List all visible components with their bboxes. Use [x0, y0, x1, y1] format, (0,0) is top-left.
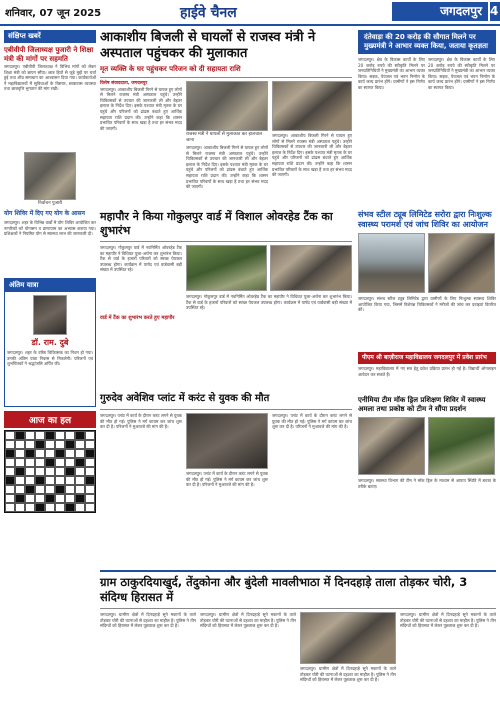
theft-photo	[300, 612, 396, 664]
obituary-text: जगदलपुर। शहर के वरिष्ठ चिकित्सक का निधन हो गया। उनकी अंतिम यात्रा निवास से निकलेगी। परिजनों एवं शुभचिंतकों ने श्रद्धांजलि अर्पित की।	[7, 350, 93, 367]
electrocution-headline: गुरुदेव अवेशिव प्लांट में करंट से युवक की मौत	[100, 393, 270, 404]
obituary-photo	[33, 295, 67, 335]
masthead	[0, 0, 500, 24]
electrocution-photo	[186, 413, 268, 469]
college-story	[358, 352, 496, 394]
city-label: जगदलपुर	[392, 2, 488, 21]
mockdrill-headline: एनीमिया टीम मॉक ड्रिल प्रशिक्षण शिविर में स्वास्थ्य अमला तथा प्रकोष्ठ को टीम ने सौंपा प्रदर्शन	[358, 396, 486, 413]
electrocution-text-col3: जगदलपुर। प्लांट में कार्य के दौरान करंट लगने से युवक की मौत हो गई। पुलिस ने मर्ग कायम कर जांच शुरू कर दी है। परिजनों ने मुआवजे की मांग की है।	[272, 413, 352, 430]
issue-date: शनिवार, 07 जून 2025	[5, 8, 102, 19]
puzzle-clues	[4, 516, 96, 578]
brief-photo-caption: निर्वाचन पुजारी	[37, 201, 63, 206]
electrocution-text-col2: जगदलपुर। प्लांट में कार्य के दौरान करंट लगने से युवक की मौत हो गई। पुलिस ने मर्ग कायम कर जांच शुरू कर दी है। परिजनों ने मुआवजे की मांग की है।	[186, 471, 268, 488]
lead-subhead: मृत व्यक्ति के घर पहुंचकर परिजन को दी सहायता राशि	[100, 65, 241, 73]
tank-rule	[100, 241, 352, 242]
mockdrill-story	[358, 396, 496, 526]
main-area	[100, 30, 496, 702]
brief-text: जगदलपुर। एबीवीपी जिलाध्यक्ष ने विभिन्न मांगों को लेकर शिक्षा मंत्री को ज्ञापन सौंपा। छात्र हितों से जुड़े मुद्दों पर चर्चा हुई तथा शीघ्र समाधान का आश्वासन दिया गया। कार्यकर्ताओं ने महाविद्यालयों में सुविधाओं के विस्तार, छात्रावास व्यवस्था तथा छात्रवृत्ति भुगतान की मांग रखी।	[4, 64, 96, 92]
tank-text-col1: जगदलपुर। गोकुलपुर वार्ड में नवनिर्मित ओवरहेड टैंक का महापौर ने विधिवत पूजा-अर्चना कर शुभारंभ किया। टैंक से वार्ड के हजारों परिवारों को स्वच्छ पेयजल उपलब्ध होगा। कार्यक्रम में पार्षद एवं वार्डवासी बड़ी संख्या में उपस्थित रहे।	[100, 245, 182, 273]
theft-story	[100, 570, 496, 706]
obituary-label: अंतिम यात्रा	[5, 279, 95, 292]
lead-text-col3: जगदलपुर। आकाशीय बिजली गिरने से घायल हुए लोगों से मिलने राजस्व मंत्री अस्पताल पहुंचे। उन्होंने चिकित्सकों से उपचार की जानकारी ली और बेहतर इलाज के निर्देश दिए। इसके पश्चात मंत्री मृतक के घर पहुंचे और परिजनों को ढांढस बंधाते हुए आर्थिक सहायता राशि प्रदान की। उन्होंने कहा कि शासन प्रभावित परिवारों के साथ खड़ा है तथा हर संभव मदद की जाएगी।	[272, 133, 352, 178]
brief-label: संक्षिप्त खबरें	[4, 30, 96, 43]
tank-photo-caption: वार्ड में टैंक का शुभारंभ करते हुए महापौर	[100, 315, 175, 321]
brief-headline: एबीवीपी जिलाध्यक्ष पुजारी ने शिक्षा मंत्री की मांगों पर सहमति	[4, 46, 94, 63]
tank-photo-2	[270, 245, 352, 291]
lead-byline: विशेष संवाददाता, जगदलपुर	[100, 81, 148, 86]
health-camp-story	[358, 210, 496, 332]
health-camp-photo-1	[358, 233, 425, 293]
right-top-text-col1: जगदलपुर। क्षेत्र के विकास कार्यों के लिए 20 करोड़ रुपये की स्वीकृति मिलने पर जनप्रतिनिधियों ने मुख्यमंत्री का आभार व्यक्त किया। सड़क, पेयजल एवं भवन निर्माण के कार्य जल्द प्रारंभ होंगे। ग्रामीणों ने इस निर्णय का स्वागत किया।	[358, 57, 425, 90]
crossword-grid	[4, 430, 96, 513]
lead-photo-left	[186, 81, 268, 131]
health-camp-headline: संभव स्टील ट्यूब लिमिटेड सरोरा द्वारा निःशुल्क स्वास्थ्य परामर्श एवं जांच शिविर का आयोजन	[358, 210, 492, 229]
paper-name: हाईवे चैनल	[180, 5, 237, 21]
lead-photo-caption: राजस्व मंत्री ने घायलों से मुलाकात कर हालचाल जाना	[186, 132, 263, 143]
right-top-story	[358, 30, 496, 167]
theft-text-col1: जगदलपुर। ग्रामीण क्षेत्रों में दिनदहाड़े सूने मकानों के ताले तोड़कर चोरी की घटनाओं से दहशत का माहौल है। पुलिस ने तीन संदिग्धों को हिरासत में लेकर पूछताछ शुरू कर दी है।	[100, 612, 197, 629]
lead-story	[100, 30, 352, 190]
brief2-text: जगदलपुर। शहर के विभिन्न वार्डों में योग शिविर आयोजित कर नागरिकों को योगासन व प्राणायाम का अभ्यास कराया गया। प्रशिक्षकों ने नियमित योग से स्वास्थ्य लाभ की जानकारी दी।	[4, 220, 96, 237]
masthead-rule	[0, 24, 500, 26]
lead-text-col1: जगदलपुर। आकाशीय बिजली गिरने से घायल हुए लोगों से मिलने राजस्व मंत्री अस्पताल पहुंचे। उन्होंने चिकित्सकों से उपचार की जानकारी ली और बेहतर इलाज के निर्देश दिए। इसके पश्चात मंत्री मृतक के घर पहुंचे और परिजनों को ढांढस बंधाते हुए आर्थिक सहायता राशि प्रदान की। उन्होंने कहा कि शासन प्रभावित परिवारों के साथ खड़ा है तथा हर संभव मदद की जाएगी।	[100, 86, 183, 131]
mockdrill-photo-1	[358, 417, 425, 475]
mockdrill-photo-2	[428, 417, 495, 475]
electrocution-rule	[100, 409, 352, 410]
brief-photo	[24, 152, 76, 200]
obituary-box	[4, 278, 96, 407]
obituary-name: डॉ. राम. दुबे	[31, 338, 69, 347]
lead-photo-right	[272, 81, 352, 131]
health-camp-text: जगदलपुर। संभव स्टील ट्यूब लिमिटेड द्वारा ग्रामीणों के लिए निःशुल्क स्वास्थ्य शिविर आयोजित किया गया, जिसमें विशेषज्ञ चिकित्सकों ने मरीजों की जांच कर दवाइयां वितरित कीं।	[358, 296, 496, 313]
electrocution-text-col1: जगदलपुर। प्लांट में कार्य के दौरान करंट लगने से युवक की मौत हो गई। पुलिस ने मर्ग कायम कर जांच शुरू कर दी है। परिजनों ने मुआवजे की मांग की है।	[100, 413, 182, 430]
puzzle-label: आज का हल	[4, 411, 96, 428]
tank-text-col2: जगदलपुर। गोकुलपुर वार्ड में नवनिर्मित ओवरहेड टैंक का महापौर ने विधिवत पूजा-अर्चना कर शुभारंभ किया। टैंक से वार्ड के हजारों परिवारों को स्वच्छ पेयजल उपलब्ध होगा। कार्यक्रम में पार्षद एवं वार्डवासी बड़ी संख्या में उपस्थित रहे।	[186, 294, 352, 311]
right-top-text-col2: जगदलपुर। क्षेत्र के विकास कार्यों के लिए 20 करोड़ रुपये की स्वीकृति मिलने पर जनप्रतिनिधियों ने मुख्यमंत्री का आभार व्यक्त किया। सड़क, पेयजल एवं भवन निर्माण के कार्य जल्द प्रारंभ होंगे। ग्रामीणों ने इस निर्णय का स्वागत किया।	[428, 57, 495, 90]
tank-photo-1	[186, 245, 267, 291]
tank-headline: महापौर ने किया गोकुलपुर वार्ड में विशाल ओवरहेड टैंक का शुभारंभ	[100, 210, 333, 237]
electrocution-story	[100, 392, 352, 533]
tank-story	[100, 210, 352, 328]
theft-text-col3: जगदलपुर। ग्रामीण क्षेत्रों में दिनदहाड़े सूने मकानों के ताले तोड़कर चोरी की घटनाओं से दहशत का माहौल है। पुलिस ने तीन संदिग्धों को हिरासत में लेकर पूछताछ शुरू कर दी है।	[300, 666, 397, 683]
theft-rule	[100, 608, 496, 609]
college-text: जगदलपुर। महाविद्यालय में नए सत्र हेतु प्रवेश प्रक्रिया प्रारंभ हो गई है। विद्यार्थी ऑनलाइन आवेदन कर सकते हैं।	[358, 366, 496, 377]
theft-text-col4: जगदलपुर। ग्रामीण क्षेत्रों में दिनदहाड़े सूने मकानों के ताले तोड़कर चोरी की घटनाओं से दहशत का माहौल है। पुलिस ने तीन संदिग्धों को हिरासत में लेकर पूछताछ शुरू कर दी है।	[400, 612, 497, 629]
brief2-headline: योग शिविर में दिए गए योग के आसन	[4, 210, 85, 217]
college-band: पीएम श्री बाज़ीराज महाविद्यालय जगदलपुर में प्रवेश प्रारंभ	[358, 352, 496, 364]
right-top-band: दंतेवाड़ा की 20 करोड़ की सौगात मिलने पर मुख्यमंत्री ने आभार व्यक्त किया, जताया कृतज्ञता	[358, 30, 496, 54]
theft-top-rule	[100, 570, 496, 572]
health-camp-photo-2	[428, 233, 495, 293]
left-column	[4, 30, 96, 702]
theft-text-col2: जगदलपुर। ग्रामीण क्षेत्रों में दिनदहाड़े सूने मकानों के ताले तोड़कर चोरी की घटनाओं से दहशत का माहौल है। पुलिस ने तीन संदिग्धों को हिरासत में लेकर पूछताछ शुरू कर दी है।	[200, 612, 297, 629]
page-number: 4	[490, 2, 500, 21]
lead-text-col2: जगदलपुर। आकाशीय बिजली गिरने से घायल हुए लोगों से मिलने राजस्व मंत्री अस्पताल पहुंचे। उन्होंने चिकित्सकों से उपचार की जानकारी ली और बेहतर इलाज के निर्देश दिए। इसके पश्चात मंत्री मृतक के घर पहुंचे और परिजनों को ढांढस बंधाते हुए आर्थिक सहायता राशि प्रदान की। उन्होंने कहा कि शासन प्रभावित परिवारों के साथ खड़ा है तथा हर संभव मदद की जाएगी।	[186, 145, 269, 190]
theft-headline: ग्राम ठाकुरदियाखुर्द, तेंदुकोना और बुंदेली मावलीभाठा में दिनदहाड़े ताला तोड़कर चोरी, 3 संदिग्ध हिरासत में	[100, 575, 468, 604]
lead-headline: आकाशीय बिजली से घायलों से राजस्व मंत्री ने अस्पताल पहुंचकर की मुलाकात	[100, 30, 316, 61]
lead-rule	[100, 77, 352, 78]
mockdrill-text: जगदलपुर। स्वास्थ्य विभाग की टीम ने मॉक ड्रिल के माध्यम से आपात स्थिति में बचाव के तरीके बताए।	[358, 478, 496, 489]
